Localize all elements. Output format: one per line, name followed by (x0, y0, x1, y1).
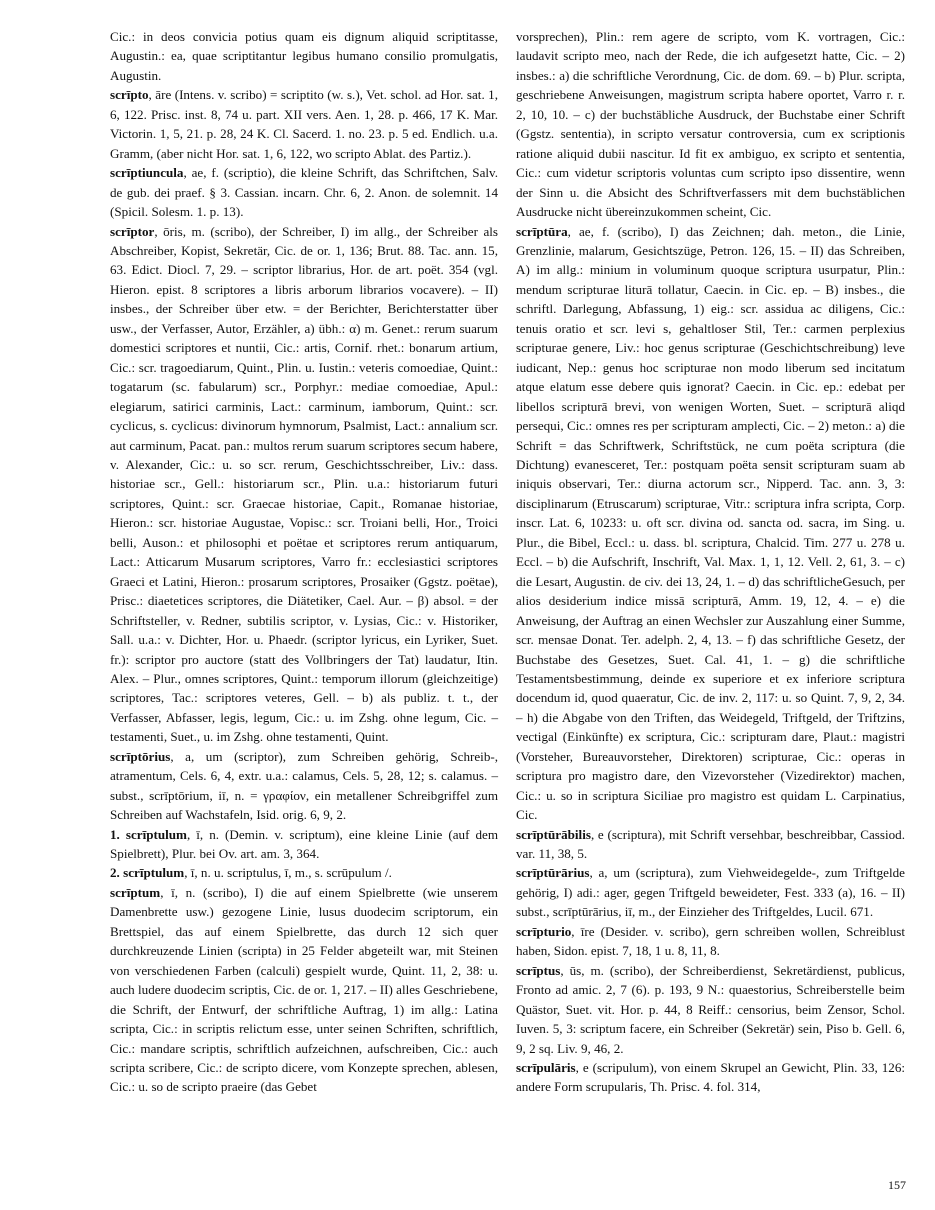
entry (516, 825, 905, 864)
headword: scrīptor (110, 223, 155, 239)
entry (516, 27, 905, 222)
headword: scrīptūrābilis (516, 826, 591, 842)
entry (110, 85, 498, 163)
left-column (110, 27, 498, 1097)
entry (516, 1058, 905, 1097)
headword: scrīptūrārius (516, 865, 590, 881)
entry-text: , ae, f. (scribo), I) das Zeichnen; dah. meton., die Linie, Grenzlinie, malarum, Gesichtszüge, Petron. 126, 15. – II) das Schreiben, A) im allg.: minium in voluminum quoque scriptura usurpatur, Plin.: mendum scripturae liturā tollatur, Caecin. in Cic. ep. – B) insbes., die schriftl. Darlegung, Abfassung, 1) eig.: scr. assidua ac diligens, Cic.: tenuis oratio et scr. levi s, gehaltloser Stil, Ter.: carmen perplexius scripturae genere, Liv.: hoc genus scripturae (Geschichtschreibung) leve iudicant, Nep.: genus hoc scripturae non modo liberum sed incitatum atque elatum esse debere quis ignorat? Caecin. in Cic. ep.: edebat per libellos scripturā brevi, von wenigen Worten, Suet. – scripturā aliqd persequi, Cic.: omnes res per scripturam amplecti, Cic. – 2) meton.: a) die Schrift = das Schriftwerk, Schriftstück, ne cum poëta scriptura (die Dichtung) evanesceret, Ter.: postquam poëta sensit scripturam suam ab iniquis observari, Ter.: diurna actorum scr., Nipperd. Tac. ann. 3, 3: disciplinarum (Etruscarum) scripturae, Vitr.: scriptura infra scripta, Corp. inscr. Lat. 6, 10233: u. oft scr. divina od. sancta od. sacra, im Sing. u. Plur., die Bibel, Eccl.: u. dass. bl. scriptura, Chalcid. Tim. 277 u. 278 u. Eccl. – b) die Aufschrift, Inschrift, Val. Max. 1, 1, 12. Vell. 2, 61, 3. – c) die Lesart, Augustin. de civ. dei 13, 24, 1. – d) das schriftlicheGesuch, per alios desiderium indice missā scripturā, Amm. 19, 12, 4. – e) die Anweisung, der Auftrag an einen Wechsler zur Auszahlung einer Summe, scr. mensae Donat. Ter. adelph. 2, 4, 13. – f) das schriftliche Gesetz, der Buchstabe des Gesetzes, Suet. Cal. 41, 1. – g) die schriftliche Testamentsbestimmung, deinde ex superiore et ex inferiore scriptura docendum id, quod quaeratur, Cic. de inv. 2, 117: u. so Quint. 7, 9, 2, 34. – h) die Abgabe von den Triften, das Weidegeld, Triftgeld, der Triftzins, vectigal (Einkünfte) ex scriptura, Cic.: scripturam dare, Plaut.: magistri (Vorsteher, Bureauvorsteher, Direktoren) scripturae, Cic.: operas in scriptura pro magistro dare, den Vizevorsteher (Vizedirektor) machen, Cic.: u. so in scriptura Siciliae pro magistro est quidam L. Carpinatius, Cic. (516, 223, 905, 823)
right-column (516, 27, 905, 1097)
page-number: 157 (888, 1178, 906, 1192)
headword: scrīptiuncula (110, 165, 184, 181)
entry-text: , ōris, m. (scribo), der Schreiber, I) im allg., der Schreiber als Abschreiber, Kopist, Sekretär, Cic. de or. 1, 136; Brut. 88. Tac. ann. 15, 63. Edict. Diocl. 7, 29. – scriptor librarius, Hor. de art. poët. 354 (vgl. Hieron. epist. 8 scriptores a libris arborum librarios vocavere). – II) insbes., der Schreiber über etw. = der Berichter, Berichterstatter über usw., der Verfasser, Autor, Erzähler, a) übh.: α) m. Genet.: rerum suarum domestici scriptores et nuntii, Cic.: artis, Cornif. rhet.: bonarum artium, Cic.: scr. tragoediarum, Quint., Plin. u. Iustin.: veteris comoediae, Quint.: togatarum (sc. fabularum) scr., Porphyr.: mediae comoediae, Apul.: elegiarum, satirici carminis, Lact.: carminum, iamborum, Quint.: scr. cyclicus, s. cyclicus: divinorum hymnorum, Psalmist, Lact.: annalium scr. aut carminum, Pacat. pan.: multos rerum suarum scriptores secum habere, v. Alexander, Cic.: u. so scr. rerum, Geschichtsschreiber, Liv.: dass. historiae scr., Gell.: historiarum scr., Plin. u.a.: historiarum futuri scriptores, Quint.: scr. Graecae historiae, Capit., Romanae historiae, Hieron.: scr. historiae Augustae, Vopisc.: scr. Troiani belli, Hor., Troici belli, Auson.: et philosophi et poëtae et scriptores rerum antiquarum, Lact.: Atticarum Musarum scriptores, Varro fr.: ecclesiastici scriptores Graeci et Latini, Hieron.: prosarum scriptores, Prosaiker (Ggstz. poëtae), Prisc.: diaetetices scriptores, die Diätetiker, Cael. Aur. – β) absol. = der Schriftsteller, v. Redner, subtilis scriptor, v. Lysias, Cic.: v. Historiker, Sall. u.a.: v. Dichter, Hor. u. Phaedr. (scriptor lyricus, ein Lyriker, Suet. fr.): scriptor pro auctore (statt des Vollbringers der Tat) laudatur, Itin. Alex. – Plur., omnes scriptores, Quint.: temporum illorum (gleichzeitige) scriptores, Tac.: scriptores veteres, Gell. – b) als publiz. t. t., der Verfasser, Abfasser, legis, legum, Cic.: u. im Zshg. ohne legum, Cic. – testamenti, Suet., u. im Zshg. ohne testamenti, Quint. (110, 223, 498, 745)
entry (110, 27, 498, 85)
entry (110, 863, 498, 882)
entry (516, 863, 905, 921)
entry-text: , īre (Desider. v. scribo), gern schreiben wollen, Schreiblust haben, Sidon. epist. 7, 18, 1 u. 8, 11, 8. (516, 923, 905, 959)
entry-text: Cic.: in deos convicia potius quam eis dignum aliquid scriptitasse, Augustin.: ea, quae scriptitantur legibus humano consilio promulgatis, Augustin. (110, 29, 498, 83)
headword: scrīptūra (516, 223, 568, 239)
entry-text: vorsprechen), Plin.: rem agere de scripto, vom K. vortragen, Cic.: laudavit scripto meo, nach der Rede, die ich aufgesetzt hatte, Cic. – 2) insbes.: a) die schriftliche Verordnung, Cic. de dom. 69. – b) Plur. scripta, geschriebene Anweisungen, magistrum scripta habere oportet, Varro r. r. 2, 10, 10. – c) der buchstäbliche Ausdruck, der Buchstabe einer Schrift (Ggstz. sententia), in scripto versatur controversia, cum ex scriptionis ratione aliquid dubii nascitur. Id fit ex ambiguo, ex scripto et sententia, Cic.: cum videtur scriptoris voluntas cum scripto ipso dissentire, wenn der Sinn u. die Absicht des Schriftverfassers mit dem buchstäblichen Ausdrucke nicht übereinzukommen scheint, Cic. (516, 29, 905, 220)
entry-text: , a, um (scriptura), zum Viehweidegelde-, zum Triftgelde gehörig, I) adi.: ager, gegen Triftgeld beweideter, Fest. 333 (a), 16. – II) subst., scrīptūrārius, iī, m., der Einzieher des Triftgeldes, Lucil. 671. (516, 865, 905, 920)
entry-text: , ae, f. (scriptio), die kleine Schrift, das Schriftchen, Salv. de gub. dei praef. § 3. Cassian. incarn. Chr. 6, 2. Anon. de solemnit. 14 (Spicil. Solesm. 1. p. 13). (110, 165, 498, 220)
entry-text: , ī, n. (Demin. v. scriptum), eine kleine Linie (auf dem Spielbrett), Plur. bei Ov. art. am. 3, 364. (110, 826, 499, 862)
headword: scrīpturio (516, 923, 572, 939)
entry (110, 222, 498, 747)
headword: scrīptus (516, 962, 561, 978)
entry-text: , e (scriptura), mit Schrift versehbar, beschreibbar, Cassiod. var. 11, 38, 5. (516, 826, 905, 862)
entry-text: , āre (Intens. v. scribo) = scriptito (w. s.), Vet. schol. ad Hor. sat. 1, 6, 122. Prisc. inst. 8, 74 u. part. XII vers. Aen. 1, 28. p. 466, 17 K. Mar. Victorin. 1, 5, 21. p. 28, 24 K. Cl. Sacerd. 1. no. 23. p. 5 ed. Endlich. u.a. Gramm, (aber nicht Hor. sat. 1, 6, 122, wo scripto Ablat. des Partiz.). (110, 87, 498, 161)
entry-text: , a, um (scriptor), zum Schreiben gehörig, Schreib-, atramentum, Cels. 6, 4, extr. u.a.: calamus, Cels. 5, 28, 12; s. calamus. – subst., scrīptōrium, iī, n. = γραφίον, ein metallener Schreibgriffel zum Schreiben auf Wachstafeln, Isid. orig. 6, 9, 2. (110, 748, 498, 823)
entry (516, 961, 905, 1058)
entry (516, 222, 905, 825)
headword: scrīpulāris (516, 1060, 576, 1076)
entry (516, 922, 905, 961)
headword: 2. scrīptulum (110, 865, 185, 881)
entry (110, 825, 498, 864)
entry-text: , ī, n. (scribo), I) die auf einem Spielbrette (wie unserem Damenbrette usw.) gezogene Linie, lusus duodecim scriptorum, ein Brettspiel, das auf einem Spielbrette, das durch 12 sich quer durchkreuzende Linien (scripta) in 25 Felder abgeteilt war, mit Steinen von verschiedenen Farben (calculi) gespielt wurde, Quint. 11, 2, 38: u. auch ludere duodecim scriptis, Cic. de or. 1, 217. – II) alles Geschriebene, die Schrift, der Entwurf, der schriftliche Auftrag, 1) im allg.: Latina scripta, Cic.: in scriptis relictum esse, unter seinen Schriften, schriftlich, Cic.: mandare scriptis, schriftlich aufzeichnen, aufschreiben, Cic.: auch scripta scribere, Cic.: de scripto dicere, vom Konzepte sprechen, ablesen, Cic.: u. so de scripto praeire (das Gebet (110, 884, 498, 1095)
entry (110, 747, 498, 825)
headword: scrīpto (110, 87, 149, 103)
entry (110, 163, 498, 221)
entry (110, 883, 498, 1097)
entry-text: , ī, n. u. scriptulus, ī, m., s. scrūpulum /. (184, 865, 392, 881)
entry-text: , e (scripulum), von einem Skrupel an Gewicht, Plin. 33, 126: andere Form scrupularis, Th. Prisc. 4. fol. 314, (516, 1060, 905, 1095)
headword: 1. scrīptulum (110, 826, 187, 842)
headword: scrīptum (110, 884, 161, 900)
headword: scrīptōrius (110, 748, 171, 764)
entry-text: , ūs, m. (scribo), der Schreiberdienst, Sekretärdienst, publicus, Fronto ad amic. 2, 7 (6). p. 193, 9 N.: quaestorius, Schreiberstelle beim Quästor, Suet. vit. Hor. p. 44, 8 Reiff.: censorius, beim Zensor, Schol. Iuven. 5, 3: scriptum facere, ein Schreiber (Sekretär) sein, Piso b. Gell. 6, 9, 2 sq. Liv. 9, 46, 2. (516, 962, 905, 1056)
